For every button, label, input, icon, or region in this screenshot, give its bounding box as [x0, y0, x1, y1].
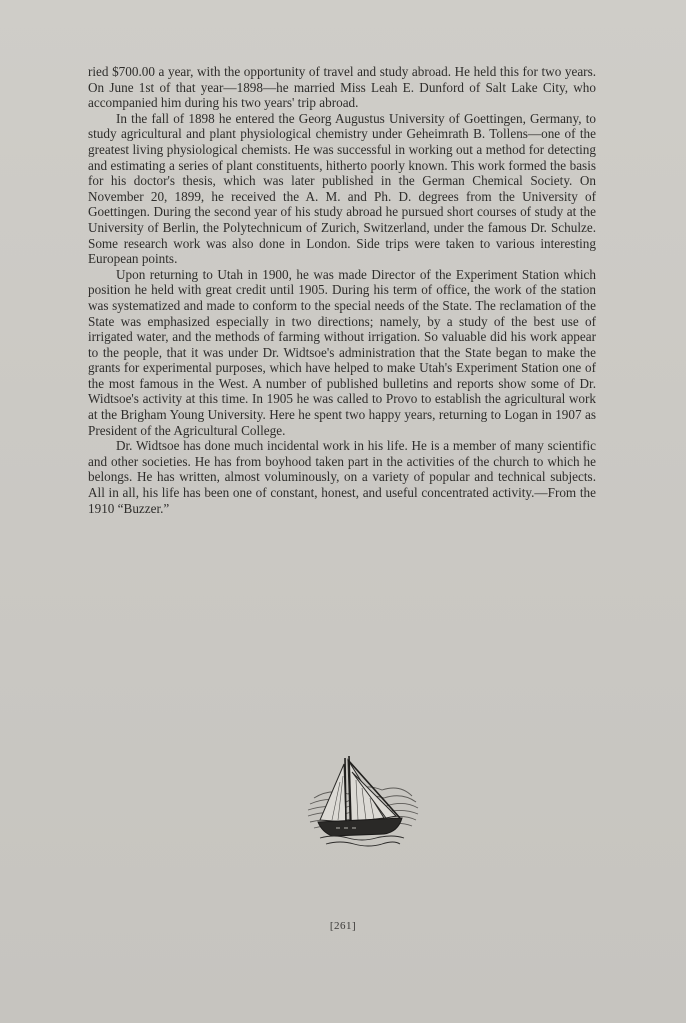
- sailing-ship-icon: [300, 752, 422, 854]
- paragraph-experiment-station: Upon returning to Utah in 1900, he was made Director of the Experiment Station which position he held with great credit until 1905. During his term of office, the work of the station was systematized and made to conform to the special needs of the State. The reclamation of the State was emphasized especially in two directions; namely, by a study of the best use of irrigated water, and the methods of farming without irrigation. So valuable did his work appear to the people, that it was under Dr. Widtsoe's administration that the State began to make the grants for experimental purposes, which have helped to make Utah's Experiment Station one of the most famous in the West. A number of published bulletins and reports show some of Dr. Widtsoe's activity at this time. In 1905 he was called to Provo to establish the agricultural work at the Brigham Young University. Here he spent two happy years, returning to Logan in 1907 as President of the Agricultural College.: [88, 266, 596, 438]
- paragraph-incidental-work: Dr. Widtsoe has done much incidental work in his life. He is a member of many scientific and other societies. He has from boyhood taken part in the activities of the church to which he belongs. He has written, almost voluminously, on a variety of popular and technical subjects. All in all, his life has been one of constant, honest, and useful concentrated activity.—From the 1910 “Buzzer.”: [88, 438, 596, 516]
- paragraph-goettingen: In the fall of 1898 he entered the Georg Augustus University of Goettingen, Germany, to study agricultural and plant physiological chemistry under Geheimrath B. Tollens—one of the greatest living physiological chemists. He was successful in working out a method for detecting and estimating a series of plant constituents, hitherto poorly known. This work formed the basis for his doctor's thesis, which was later published in the German Chemical Society. On November 20, 1899, he received the A. M. and Ph. D. degrees from the University of Goettingen. During the second year of his study abroad he pursued short courses of study at the University of Berlin, the Polytechnicum of Zurich, Switzerland, under the famous Dr. Schulze. Some research work was also done in London. Side trips were taken to various interesting European points.: [88, 110, 596, 267]
- paragraph-continuation: ried $700.00 a year, with the opportunity of travel and study abroad. He held this for two years. On June 1st of that year—1898—he married Miss Leah E. Dunford of Salt Lake City, who accompanied him during his two years' trip abroad.: [88, 64, 596, 111]
- page-number: [261]: [329, 920, 357, 932]
- body-text: [88, 64, 596, 516]
